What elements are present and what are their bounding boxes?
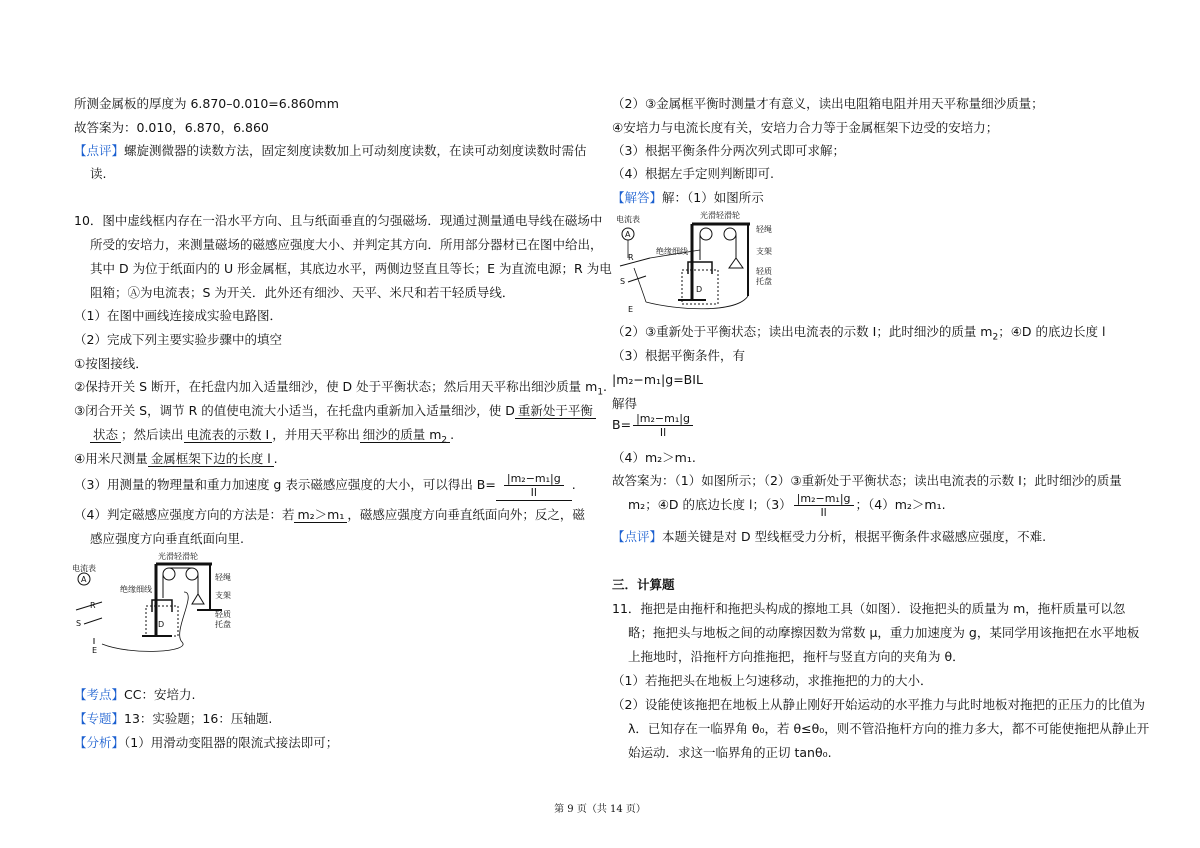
final-answer: 故答案为：（1）如图所示；（2）③重新处于平衡状态；读出电流表的示数 I；此时细沙的质量 bbox=[612, 473, 1122, 488]
ammeter-label: 电流表 bbox=[616, 215, 640, 224]
frame-D-label: D bbox=[696, 285, 703, 294]
part-2: （2）完成下列主要实验步骤中的填空 bbox=[74, 332, 282, 347]
fraction-denominator: Il bbox=[530, 486, 537, 499]
step-4 bbox=[74, 450, 278, 468]
comment-tag: 【点评】 bbox=[74, 143, 125, 158]
page-footer: 第 9 页（共 14 页） bbox=[554, 804, 646, 815]
step-3-text: ，并用天平称出 bbox=[272, 427, 360, 442]
final-answer-text: m₂；④D 的底边长度 l；（3） bbox=[628, 497, 792, 512]
question-11-line: 略；拖把头与地板之间的动摩擦因数为常数 μ，重力加速度为 g，某同学用该拖把在水平地板 bbox=[628, 625, 1140, 640]
fraction bbox=[633, 412, 693, 439]
step-3-cont bbox=[90, 426, 454, 444]
part-4-text: （4）判定磁感应强度方向的方法是：若 bbox=[74, 507, 295, 522]
answer-blank: 状态 bbox=[90, 427, 121, 443]
resistor-label: R bbox=[628, 253, 634, 262]
text-line: （3）根据平衡条件，有 bbox=[612, 348, 745, 363]
answer-blank: 电流表的示数 I bbox=[184, 427, 273, 443]
analysis-tag: 【分析】 bbox=[74, 735, 125, 750]
frame-D-label: D bbox=[158, 620, 165, 629]
experiment-figure bbox=[72, 552, 232, 664]
part-4-cont: 感应强度方向垂直纸面向里. bbox=[90, 531, 244, 546]
ammeter-symbol: A bbox=[81, 575, 87, 584]
answer-blank-text: 细沙的质量 m bbox=[362, 427, 442, 442]
fraction-denominator: Il bbox=[820, 506, 827, 519]
answer-blank: 重新处于平衡 bbox=[515, 403, 596, 419]
battery-label: E bbox=[92, 646, 98, 655]
step-4-end: . bbox=[273, 451, 278, 466]
text-line: 故答案为：0.010，6.870，6.860 bbox=[74, 120, 269, 135]
question-10-line: 阻箱；Ⓐ为电流表；S 为开关．此外还有细沙、天平、米尺和若干轻质导线． bbox=[90, 285, 515, 300]
subscript: 1 bbox=[597, 387, 604, 398]
resistor-label: R bbox=[90, 601, 96, 610]
point-line bbox=[74, 686, 195, 704]
fraction-numerator: |m₂−m₁|g bbox=[504, 472, 564, 486]
rope-label: 轻绳 bbox=[215, 573, 231, 582]
text-line: 所测金属板的厚度为 6.870–0.010=6.860mm bbox=[74, 96, 339, 111]
analysis-line bbox=[74, 734, 338, 752]
equation bbox=[612, 410, 695, 440]
tray-label: 托盘 bbox=[756, 277, 772, 286]
text-line: （3）根据平衡条件分两次列式即可求解； bbox=[612, 143, 845, 158]
ammeter-label: 电流表 bbox=[72, 564, 96, 573]
text-line: （4）m₂＞m₁. bbox=[612, 450, 696, 465]
fraction-numerator: |m₂−m₁|g bbox=[794, 492, 854, 506]
comment-line bbox=[612, 528, 1046, 546]
battery-label: E bbox=[628, 305, 634, 314]
question-10-line: 其中 D 为位于纸面内的 U 形金属框，其底边水平，两侧边竖直且等长；E 为直流电源；R 为电 bbox=[90, 261, 612, 276]
step-3-end: . bbox=[450, 427, 455, 442]
fraction-numerator: |m₂−m₁|g bbox=[633, 412, 693, 426]
question-11-line: 11．拖把是由拖杆和拖把头构成的擦地工具（如图）．设拖把头的质量为 m，拖杆质量可以忽 bbox=[612, 601, 1126, 616]
answer-line bbox=[612, 189, 764, 207]
final-answer-text: ；（4）m₂＞m₁. bbox=[855, 497, 946, 512]
topic-tag: 【专题】 bbox=[74, 711, 125, 726]
question-11-line: 始运动．求这一临界角的正切 tanθ₀. bbox=[628, 745, 832, 760]
final-answer-cont bbox=[628, 490, 946, 520]
topic-text: 13：实验题；16：压轴题. bbox=[124, 711, 273, 726]
comment-text: 螺旋测微器的读数方法，固定刻度读数加上可动刻度读数，在读可动刻度读数时需估 bbox=[124, 143, 587, 158]
step-3-text: ；然后读出 bbox=[121, 427, 184, 442]
step-3 bbox=[74, 402, 596, 420]
stand-label: 支架 bbox=[215, 591, 231, 600]
part-4-text: ，磁感应强度方向垂直纸面向外；反之，磁 bbox=[347, 507, 585, 522]
answer-blank: 金属框架下边的长度 l bbox=[148, 451, 274, 467]
analysis-text: （1）用滑动变阻器的限流式接法即可； bbox=[124, 735, 339, 750]
answer-step-text: ；④D 的底边长度 l bbox=[998, 324, 1106, 339]
point-text: CC：安培力. bbox=[124, 687, 196, 702]
question-10-line: 10．图中虚线框内存在一沿水平方向、且与纸面垂直的匀强磁场．现通过测量通电导线在磁场中 bbox=[74, 213, 603, 228]
step-4-text: ④用米尺测量 bbox=[74, 451, 148, 466]
step-1: ①按图接线． bbox=[74, 356, 148, 371]
text-line: ④安培力与电流长度有关，安培力合力等于金属框架下边受的安培力； bbox=[612, 120, 999, 135]
part-3 bbox=[74, 470, 576, 501]
pulley-label: 光滑轻滑轮 bbox=[700, 211, 740, 220]
tray-label: 轻质 bbox=[215, 610, 231, 619]
part-3-end: . bbox=[571, 477, 576, 492]
solution-figure bbox=[616, 210, 786, 322]
step-2 bbox=[74, 378, 607, 396]
topic-line bbox=[74, 710, 272, 728]
answer-tag: 【解答】 bbox=[612, 190, 663, 205]
rope-label: 轻绳 bbox=[756, 225, 772, 234]
comment-line bbox=[74, 142, 587, 160]
ammeter-symbol: A bbox=[625, 230, 631, 239]
step-2-text: ②保持开关 S 断开，在托盘内加入适量细沙，使 D 处于平衡状态；然后用天平称出细沙质量 m bbox=[74, 379, 598, 394]
text-line: 读. bbox=[90, 166, 107, 181]
question-11-line: （1）若拖把头在地板上匀速移动，求推拖把的力的大小． bbox=[612, 673, 933, 688]
fraction-denominator: Il bbox=[659, 426, 667, 439]
wire-label: 绝缘细线 bbox=[120, 585, 152, 594]
subscript: 2 bbox=[992, 332, 999, 343]
equation: |m₂−m₁|g=BIL bbox=[612, 372, 703, 387]
question-11-line: 上拖地时，沿拖杆方向推拖把，拖杆与竖直方向的夹角为 θ． bbox=[628, 649, 965, 664]
comment-text: 本题关键是对 D 型线框受力分析，根据平衡条件求磁感应强度，不难. bbox=[662, 529, 1047, 544]
answer-blank: m₂＞m₁ bbox=[294, 507, 347, 523]
switch-label: S bbox=[76, 619, 82, 628]
part-1: （1）在图中画线连接成实验电路图． bbox=[74, 308, 282, 323]
part-4 bbox=[74, 506, 585, 524]
section-heading: 三．计算题 bbox=[612, 577, 675, 592]
stand-label: 支架 bbox=[756, 247, 772, 256]
fraction bbox=[504, 472, 564, 499]
comment-tag: 【点评】 bbox=[612, 529, 663, 544]
tray-label: 托盘 bbox=[215, 620, 231, 629]
question-11-line: （2）设能使该拖把在地板上从静止刚好开始运动的水平推力与此时地板对拖把的正压力的比值为 bbox=[612, 697, 1145, 712]
point-tag: 【考点】 bbox=[74, 687, 125, 702]
answer-step bbox=[612, 323, 1105, 341]
step-3-text: ③闭合开关 S，调节 R 的值使电流大小适当，在托盘内重新加入适量细沙，使 D bbox=[74, 403, 515, 418]
switch-label: S bbox=[620, 277, 626, 286]
text-line: 解得 bbox=[612, 396, 638, 411]
answer-text: 解：（1）如图所示 bbox=[662, 190, 764, 205]
question-11-line: λ．已知存在一临界角 θ₀，若 θ≤θ₀，则不管沿拖杆方向的推力多大，都不可能使拖把从静止开 bbox=[628, 721, 1150, 736]
part-3-text: （3）用测量的物理量和重力加速度 g 表示磁感应强度的大小，可以得出 B= bbox=[74, 477, 496, 492]
answer-blank bbox=[496, 470, 572, 501]
equation-lhs: B= bbox=[612, 417, 632, 432]
fraction bbox=[794, 492, 854, 519]
step-2-end: . bbox=[603, 379, 608, 394]
question-10-line: 所受的安培力，来测量磁场的磁感应强度大小、并判定其方向．所用部分器材已在图中给出， bbox=[90, 237, 603, 252]
pulley-label: 光滑轻滑轮 bbox=[158, 552, 198, 561]
answer-blank bbox=[360, 427, 450, 446]
text-line: （2）③金属框平衡时测量才有意义，读出电阻箱电阻并用天平称量细沙质量； bbox=[612, 96, 1044, 111]
tray-label: 轻质 bbox=[756, 267, 772, 276]
answer-step-text: （2）③重新处于平衡状态；读出电流表的示数 I；此时细沙的质量 m bbox=[612, 324, 993, 339]
text-line: （4）根据左手定则判断即可. bbox=[612, 166, 774, 181]
wire-label: 绝缘细线 bbox=[656, 247, 688, 256]
subscript: 2 bbox=[441, 435, 448, 446]
